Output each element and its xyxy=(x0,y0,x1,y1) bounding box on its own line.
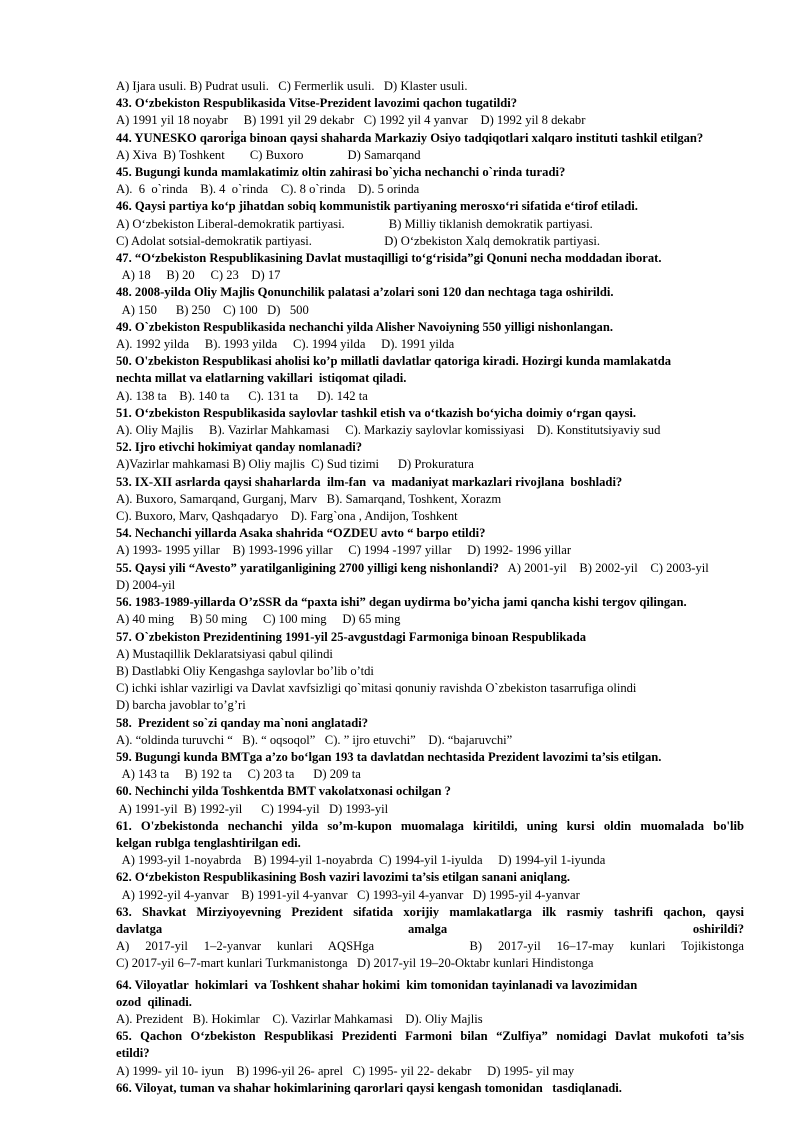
answer-options: A) 18 B) 20 C) 23 D) 17 xyxy=(116,268,281,283)
answer-options: C) 2017-yil 6–7-mart kunlari Turkmanistonga D) 2017-yil 19–20-Oktabr kunlari Hindistonga xyxy=(116,956,594,971)
question-line: etildi? xyxy=(116,1046,150,1061)
question-line: 47. “O‘zbekiston Respublikasining Davlat mustaqilligi to‘g‘risida”gi Qonuni necha moddadan iborat. xyxy=(116,251,662,266)
question-line: 54. Nechanchi yillarda Asaka shahrida “OZDEU avto “ barpo etildi? xyxy=(116,526,486,541)
question-line xyxy=(116,560,744,577)
question-line: 64. Viloyatlar hokimlari va Toshkent shahar hokimi kim tomonidan tayinlanadi va lavozimidan xyxy=(116,977,638,992)
answer-options: A). Oliy Majlis B). Vazirlar Mahkamasi C). Markaziy saylovlar komissiyasi D). Konstitutsiyaviy sud xyxy=(116,423,661,438)
question-line: 49. O`zbekiston Respublikasida nechanchi yilda Alisher Navoiyning 550 yilligi nishonlangan. xyxy=(116,319,613,334)
question-line: 43. O‘zbekiston Respublikasida Vitse-Prezident lavozimi qachon tugatildi? xyxy=(116,96,518,111)
answer-options: A) 1992-yil 4-yanvar B) 1991-yil 4-yanvar C) 1993-yil 4-yanvar D) 1995-yil 4-yanvar xyxy=(116,887,580,902)
answer-options: A) Ijara usuli. B) Pudrat usuli. C) Fermerlik usuli. D) Klaster usuli. xyxy=(116,79,468,93)
question-line: 58. Prezident so`zi qanday ma`noni anglatadi? xyxy=(116,715,369,730)
question-line: 45. Bugungi kunda mamlakatimiz oltin zahirasi bo`yicha nechanchi o`rinda turadi? xyxy=(116,165,566,180)
answer-options: D) barcha javoblar to’g’ri xyxy=(116,698,246,713)
answer-options: A). Prezident B). Hokimlar C). Vazirlar Mahkamasi D). Oliy Majlis xyxy=(116,1011,483,1026)
answer-options: A) 1991 yil 18 noyabr B) 1991 yil 29 dekabr C) 1992 yil 4 yanvar D) 1992 yil 8 dekabr xyxy=(116,113,586,128)
question-line: 57. O`zbekiston Prezidentining 1991-yil 25-avgustdagi Farmoniga binoan Respublikada xyxy=(116,629,586,644)
answer-options: A). 6 o`rinda B). 4 o`rinda C). 8 o`rinda D). 5 orinda xyxy=(116,182,420,197)
question-line: 59. Bugungi kunda BMTga a’zo bo‘lgan 193 ta davlatdan nechtasida Prezident lavozimi ta’sis etilgan. xyxy=(116,749,662,764)
answer-options-inline: A) 2001-yil B) 2002-yil C) 2003-yil xyxy=(498,560,709,575)
question-line: ozod qilinadi. xyxy=(116,994,192,1009)
answer-options: A) 150 B) 250 C) 100 D) 500 xyxy=(116,302,309,317)
question-line: 48. 2008-yilda Oliy Majlis Qonunchilik palatasi a’zolari soni 120 dan nechtaga taga oshirildi. xyxy=(116,285,614,300)
question-line: 46. Qaysi partiya ko‘p jihatdan sobiq kommunistik partiyaning merosxo‘ri sifatida e‘tirof etiladi. xyxy=(116,199,638,214)
question-line: 52. Ijro etivchi hokimiyat qanday nomlanadi? xyxy=(116,440,363,455)
answer-options: A) Xiva B) Toshkent C) Buxoro D) Samarqand xyxy=(116,147,421,162)
question-line: 63. Shavkat Mirziyoyevning Prezident sifatida xorijiy mamlakatlarga ilk rasmiy tashrifi qachon, qaysi xyxy=(116,904,744,919)
question-line: 51. O‘zbekiston Respublikasida saylovlar tashkil etish va o‘tkazish bo‘yicha doimiy o‘rgan qaysi. xyxy=(116,405,637,420)
question-line: 65. Qachon O‘zbekiston Respublikasi Prezidenti Farmoni bilan “Zulfiya” nomidagi Davlat mukofoti ta’sis xyxy=(116,1029,744,1044)
question-line: 44. YUNESKO qarori̇ga binoan qaysi shaharda Markaziy Osiyo tadqiqotlari xalqaro instituti tashkil etilgan? xyxy=(116,130,704,145)
answer-options: A) 40 ming B) 50 ming C) 100 ming D) 65 ming xyxy=(116,612,401,627)
answer-options: A). 138 ta B). 140 ta C). 131 ta D). 142 ta xyxy=(116,388,368,403)
answer-options: A) Mustaqillik Deklaratsiyasi qabul qilindi xyxy=(116,646,333,661)
question-line: nechta millat va elatlarning vakillari istiqomat qiladi. xyxy=(116,371,407,386)
question-line: 62. O‘zbekiston Respublikasining Bosh vaziri lavozimi ta’sis etilgan sanani aniqlang. xyxy=(116,870,571,885)
answer-options: A) 1991-yil B) 1992-yil C) 1994-yil D) 1993-yil xyxy=(116,801,389,816)
answer-options: A) 143 ta B) 192 ta C) 203 ta D) 209 ta xyxy=(116,767,361,782)
answer-options: B) Dastlabki Oliy Kengashga saylovlar bo’lib o’tdi xyxy=(116,663,374,678)
question-line: 56. 1983-1989-yillarda O’zSSR da “paxta ishi” degan uydirma bo’yicha jami qancha kishi tergov qilingan. xyxy=(116,595,687,610)
answer-options: A)Vazirlar mahkamasi B) Oliy majlis C) Sud tizimi D) Prokuratura xyxy=(116,457,474,472)
answer-options: D) 2004-yil xyxy=(116,577,176,592)
question-line: 50. O'zbekiston Respublikasi aholisi ko’p millatli davlatlar qatoriga kiradi. Hozirgi kunda mamlakatda xyxy=(116,354,672,369)
answer-options: A) 1993-yil 1-noyabrda B) 1994-yil 1-noyabrda C) 1994-yil 1-iyulda D) 1994-yil 1-iyunda xyxy=(116,853,606,868)
question-line: 61. O'zbekistonda nechanchi yilda so’m-kupon muomalaga kiritildi, uning kursi oldin muomalada bo'lib xyxy=(116,818,744,833)
question-text: 55. Qaysi yili “Avesto” yaratilganligining 2700 yilligi keng nishonlandi? xyxy=(116,560,499,575)
answer-options: A) 1999- yil 10- iyun B) 1996-yil 26- aprel C) 1995- yil 22- dekabr D) 1995- yil may xyxy=(116,1063,575,1078)
question-line: kelgan rublga tenglashtirilgan edi. xyxy=(116,835,301,850)
answer-options: A) 2017-yil 1–2-yanvar kunlari AQSHga B) 2017-yil 16–17-may kunlari Tojikistonga xyxy=(116,939,744,954)
answer-options: A) 1993- 1995 yillar B) 1993-1996 yillar C) 1994 -1997 yillar D) 1992- 1996 yillar xyxy=(116,543,572,558)
question-line: 53. IX-XII asrlarda qaysi shaharlarda ilm-fan va madaniyat markazlari rivojlana boshladi? xyxy=(116,474,623,489)
answer-options: A). 1992 yilda B). 1993 yilda C). 1994 yilda D). 1991 yilda xyxy=(116,337,455,352)
answer-options: A). Buxoro, Samarqand, Gurganj, Marv B). Samarqand, Toshkent, Xorazm xyxy=(116,491,502,506)
answer-options: A). “oldinda turuvchi “ B). “ oqsoqol” C). ” ijro etuvchi” D). “bajaruvchi” xyxy=(116,732,513,747)
answer-options: C) Adolat sotsial-demokratik partiyasi. D) O‘zbekiston Xalq demokratik partiyasi. xyxy=(116,233,601,248)
question-line: 66. Viloyat, tuman va shahar hokimlarining qarorlari qaysi kengash tomonidan tasdiqlanadi. xyxy=(116,1080,622,1095)
answer-options: A) O‘zbekiston Liberal-demokratik partiyasi. B) Milliy tiklanish demokratik partiyasi. xyxy=(116,216,593,231)
question-line: davlatga amalga oshirildi? xyxy=(116,921,744,936)
question-line: 60. Nechinchi yilda Toshkentda BMT vakolatxonasi ochilgan ? xyxy=(116,784,451,799)
answer-options: C). Buxoro, Marv, Qashqadaryo D). Farg`ona , Andijon, Toshkent xyxy=(116,509,458,524)
answer-options: C) ichki ishlar vazirligi va Davlat xavfsizligi qo`mitasi qonuniy ravishda O`zbekiston tasarrufiga olindi xyxy=(116,681,637,696)
